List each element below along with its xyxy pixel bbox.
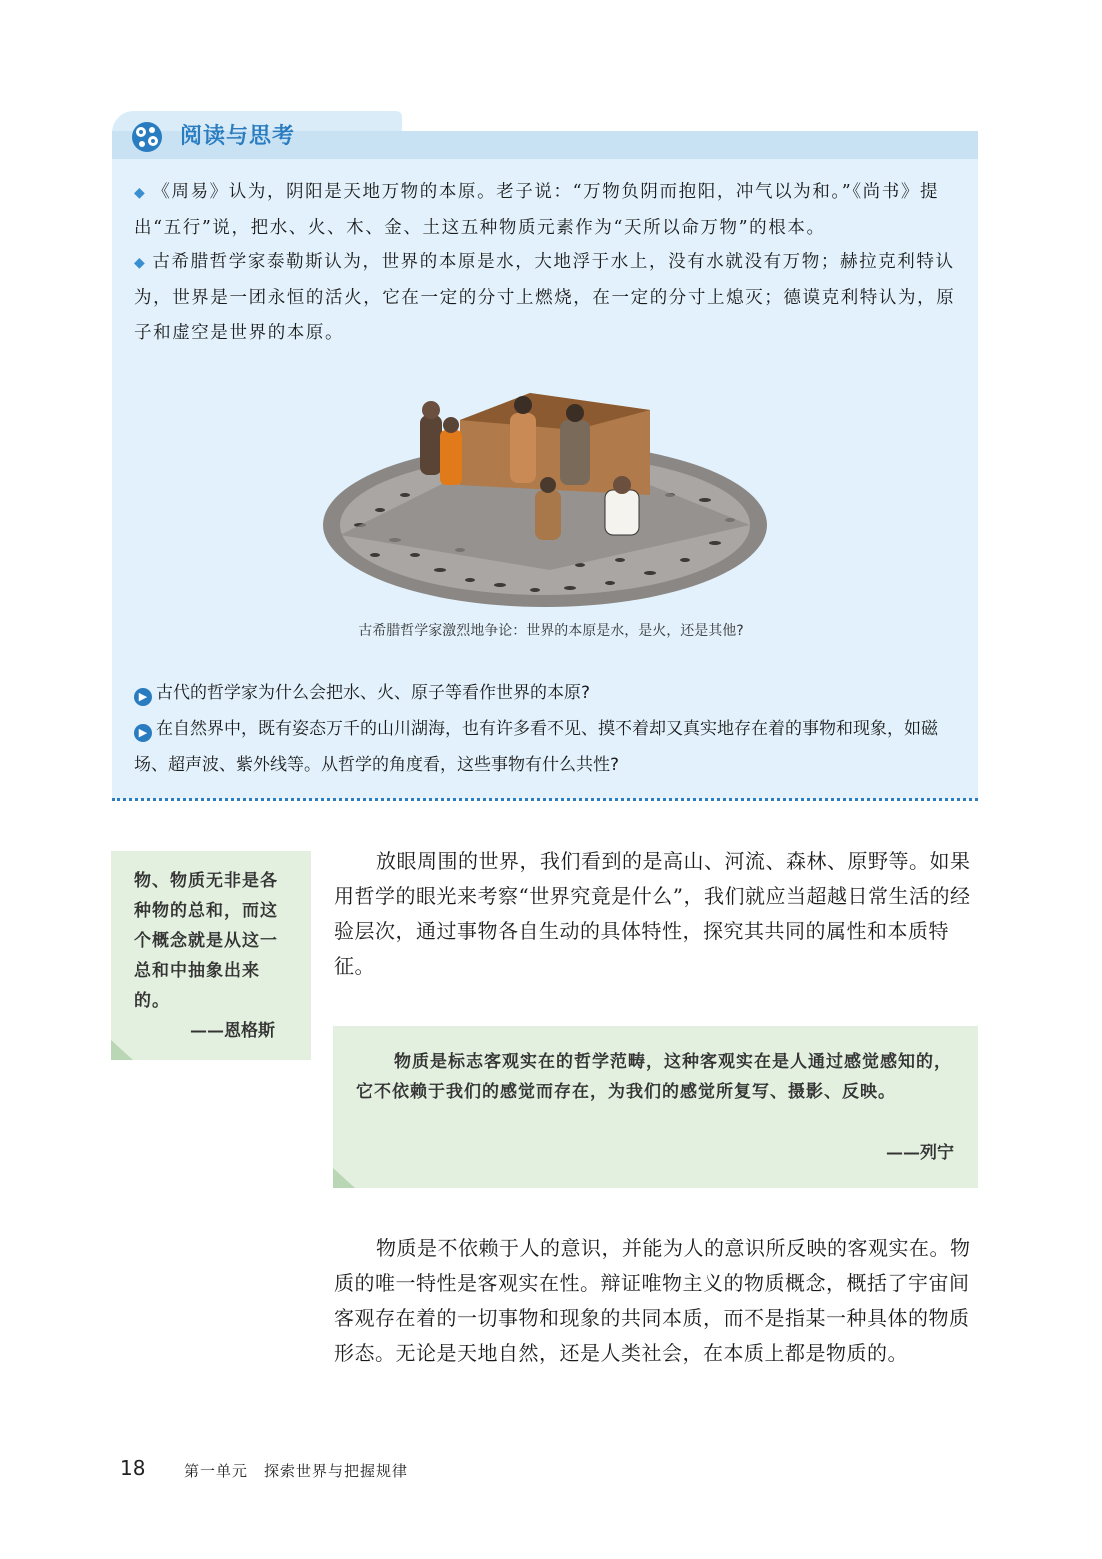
reading-box-icon bbox=[130, 120, 164, 154]
question-1 bbox=[134, 675, 964, 711]
main-paragraph-1: 放眼周围的世界，我们看到的是高山、河流、森林、原野等。如果用哲学的眼光来考察“世界究竟是什么”，我们就应当超越日常生活的经验层次，通过事物各自生动的具体特性，探究其共同的属性和本质特征。 bbox=[334, 849, 971, 978]
engels-quote-fold bbox=[111, 1040, 133, 1060]
main-paragraph-2: 物质是不依赖于人的意识，并能为人的意识所反映的客观实在。物质的唯一特性是客观实在性。辩证唯物主义的物质概念，概括了宇宙间客观存在着的一切事物和现象的共同本质，而不是指某一种具体的物质形态。无论是天地自然，还是人类社会，在本质上都是物质的。 bbox=[334, 1236, 971, 1365]
engels-quote-author: ——恩格斯 bbox=[190, 1021, 275, 1041]
lenin-quote-author: ——列宁 bbox=[886, 1143, 954, 1163]
lenin-quote-text: 物质是标志客观实在的哲学范畴，这种客观实在是人通过感觉感知的，它不依赖于我们的感觉而存在，为我们的感觉所复写、摄影、反映。 bbox=[356, 1052, 952, 1102]
page-number: 18 bbox=[120, 1456, 146, 1480]
reading-paragraph-2 bbox=[134, 245, 956, 351]
engels-quote-text: 物、物质无非是各种物的总和，而这个概念就是从这一总和中抽象出来的。 bbox=[134, 871, 278, 1011]
arrow-bullet-icon: ▶ bbox=[134, 724, 152, 742]
reading-box-divider bbox=[112, 798, 978, 801]
diamond-bullet-icon: ◆ bbox=[134, 185, 147, 201]
reading-paragraph-1-text: 《周易》认为，阴阳是天地万物的本原。老子说：“万物负阴而抱阳，冲气以为和。”《尚书》提出“五行”说，把水、火、木、金、土这五种物质元素作为“天所以命万物”的根本。 bbox=[134, 182, 940, 238]
diamond-bullet-icon: ◆ bbox=[134, 255, 147, 271]
reading-paragraph-1 bbox=[134, 175, 956, 246]
footer-unit-title: 第一单元 探索世界与把握规律 bbox=[184, 1462, 409, 1480]
philosophers-illustration bbox=[320, 385, 770, 610]
question-1-text: 古代的哲学家为什么会把水、火、原子等看作世界的本原? bbox=[156, 683, 591, 703]
illustration-caption: 古希腊哲学家激烈地争论：世界的本原是水，是火，还是其他? bbox=[358, 623, 744, 639]
reading-paragraph-2-text: 古希腊哲学家泰勒斯认为，世界的本原是水，大地浮于水上，没有水就没有万物；赫拉克利特认为，世界是一团永恒的活火，它在一定的分寸上燃烧，在一定的分寸上熄灭；德谟克利特认为，原子和虚空是世界的本原。 bbox=[134, 252, 956, 343]
question-2-text: 在自然界中，既有姿态万千的山川湖海，也有许多看不见、摸不着却又真实地存在着的事物和现象，如磁场、超声波、紫外线等。从哲学的角度看，这些事物有什么共性? bbox=[134, 719, 938, 775]
question-2 bbox=[134, 711, 964, 783]
reading-box-title: 阅读与思考 bbox=[180, 124, 296, 149]
lenin-quote-fold bbox=[333, 1168, 355, 1188]
arrow-bullet-icon: ▶ bbox=[134, 688, 152, 706]
